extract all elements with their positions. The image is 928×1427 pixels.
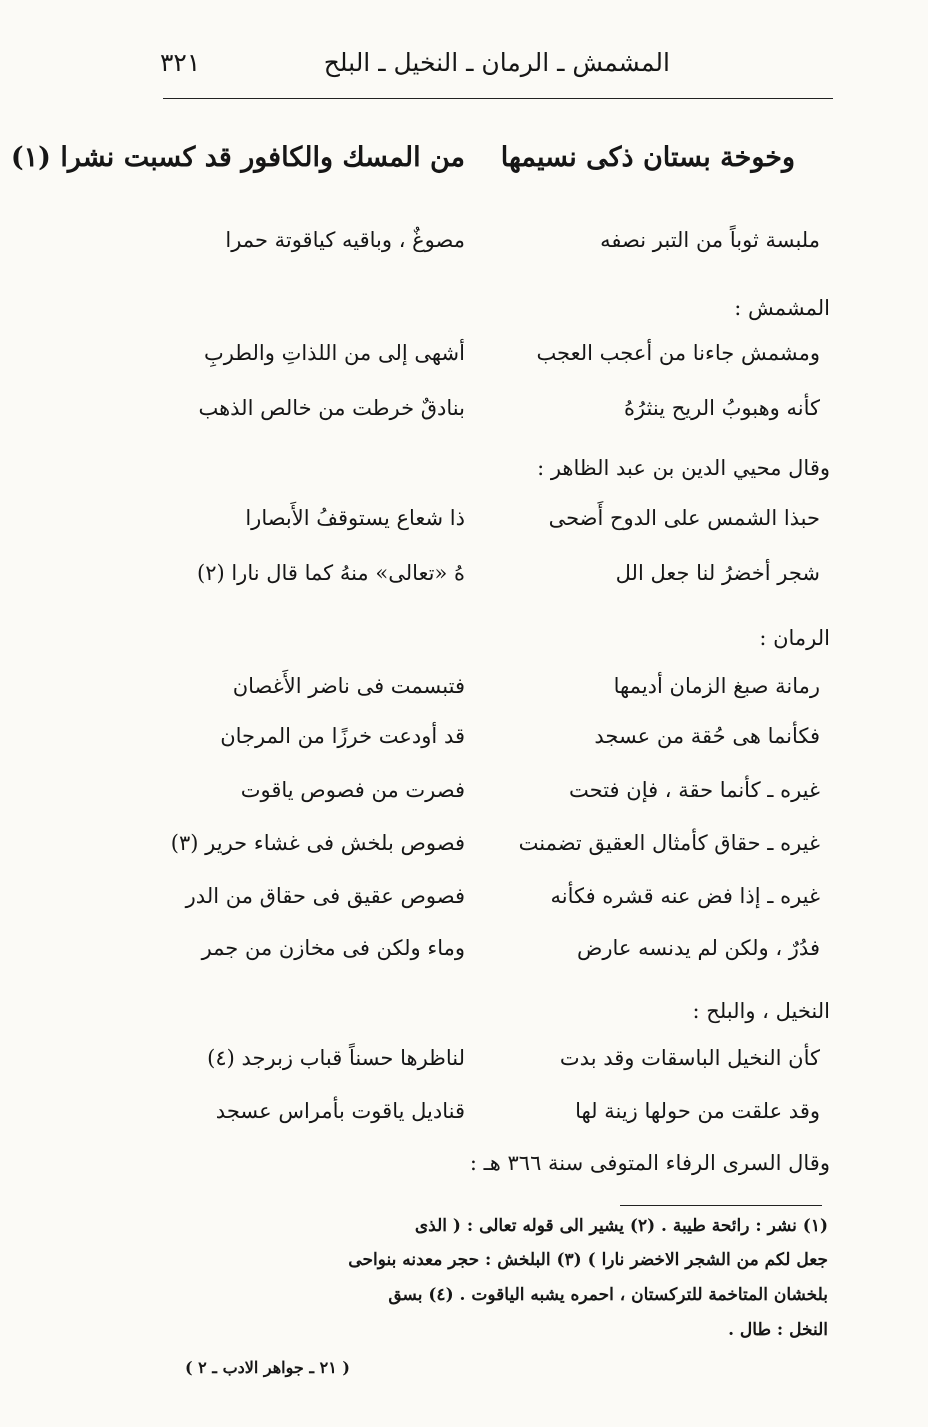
section-heading: وقال محيي الدين بن عبد الظاهر : [537, 456, 830, 480]
verse-second-hemistich: من المسك والكافور قد كسبت نشرا (١) [10, 142, 465, 173]
verse-line [150, 335, 840, 379]
verse-line [150, 1093, 840, 1137]
verse-first-hemistich: ملبسة ثوباً من التبر نصفه [600, 228, 820, 252]
section-heading: الرمان : [759, 626, 830, 650]
footnote-line: بلخشان المتاخمة للتركستان ، احمره يشبه الياقوت . (٤) بسق [388, 1285, 828, 1305]
verse-first-hemistich: كأنه وهبوبُ الريح ينثرُهُ [623, 396, 820, 420]
running-title: المشمش ـ الرمان ـ النخيل ـ البلح [323, 48, 670, 77]
verse-first-hemistich: ومشمش جاءنا من أعجب العجب [536, 341, 820, 365]
verse-second-hemistich: فصوص عقيق فى حقاق من الدر [185, 884, 465, 908]
verse-first-hemistich: فدُرٌ ، ولكن لم يدنسه عارض [576, 936, 820, 960]
verse-first-hemistich: كأن النخيل الباسقات وقد بدت [559, 1046, 820, 1070]
verse-first-hemistich: فكأنما هى حُقة من عسجد [594, 724, 820, 748]
section-heading: وقال السرى الرفاء المتوفى سنة ٣٦٦ هـ : [469, 1151, 830, 1175]
verse-line [150, 390, 840, 434]
footnote-line: جعل لكم من الشجر الاخضر نارا ) (٣) البلخش : حجر معدنه بنواحى [348, 1250, 828, 1270]
verse-second-hemistich: قناديل ياقوت بأمراس عسجد [215, 1099, 465, 1123]
verse-first-hemistich: شجر أخضرُ لنا جعل الل [615, 561, 820, 585]
verse-first-hemistich: وخوخة بستان ذكى نسيمها [500, 142, 795, 173]
prose-line [150, 620, 840, 664]
verse-line [150, 718, 840, 762]
verse-second-hemistich: قد أودعت خرزًا من المرجان [220, 724, 465, 748]
footnote-line: النخل : طال . [728, 1320, 828, 1340]
verse-second-hemistich: فصرت من فصوص ياقوت [240, 778, 465, 802]
verse-second-hemistich: لناظرها حسناً قباب زبرجد (٤) [207, 1046, 465, 1070]
verse-first-hemistich: حبذا الشمس على الدوح أَضحى [548, 506, 820, 530]
verse-second-hemistich: فتبسمت فى ناضر الأَغصان [232, 674, 465, 698]
verse-first-hemistich: غيره ـ إذا فض عنه قشره فكأنه [550, 884, 820, 908]
page-header [160, 48, 830, 88]
verse-line [10, 140, 840, 184]
prose-line [150, 450, 840, 494]
prose-line [150, 1145, 840, 1189]
verse-line [150, 668, 840, 712]
verse-line [150, 825, 840, 869]
verse-line [150, 1040, 840, 1084]
page-number: ٣٢١ [160, 48, 201, 77]
verse-first-hemistich: غيره ـ كأنما حقة ، فإن فتحت [569, 778, 820, 802]
verse-first-hemistich: رمانة صبغ الزمان أديمها [613, 674, 820, 698]
verse-first-hemistich: غيره ـ حقاق كأمثال العقيق تضمنت [518, 831, 820, 855]
verse-line [150, 878, 840, 922]
verse-line [150, 222, 840, 266]
verse-line [150, 555, 840, 599]
verse-line [150, 930, 840, 974]
verse-second-hemistich: فصوص بلخش فى غشاء حرير (٣) [170, 831, 465, 855]
verse-second-hemistich: أشهى إلى من اللذاتِ والطربِ [203, 341, 465, 365]
prose-line [150, 993, 840, 1037]
verse-second-hemistich: هُ «تعالى» منهُ كما قال نارا (٢) [197, 561, 465, 585]
footnote-line: (١) نشر : رائحة طيبة . (٢) يشير الى قوله تعالى : ( الذى [414, 1216, 828, 1236]
prose-line [150, 290, 840, 334]
verse-second-hemistich: ذا شعاع يستوقفُ الأَبصارا [245, 506, 465, 530]
section-heading: النخيل ، والبلح : [692, 999, 830, 1023]
header-rule [163, 98, 833, 99]
section-heading: المشمش : [734, 296, 830, 320]
verse-first-hemistich: وقد علقت من حولها زينة لها [575, 1099, 820, 1123]
verse-second-hemistich: مصوغٌ ، وباقيه كياقوتة حمرا [225, 228, 465, 252]
verse-line [150, 500, 840, 544]
printer-signature: ( ٢١ ـ جواهر الادب ـ ٢ ) [185, 1358, 350, 1377]
verse-second-hemistich: بنادقٌ خرطت من خالص الذهب [198, 396, 465, 420]
footnote-rule [620, 1205, 822, 1206]
verse-second-hemistich: وماء ولكن فى مخازن من جمر [201, 936, 465, 960]
verse-line [150, 772, 840, 816]
